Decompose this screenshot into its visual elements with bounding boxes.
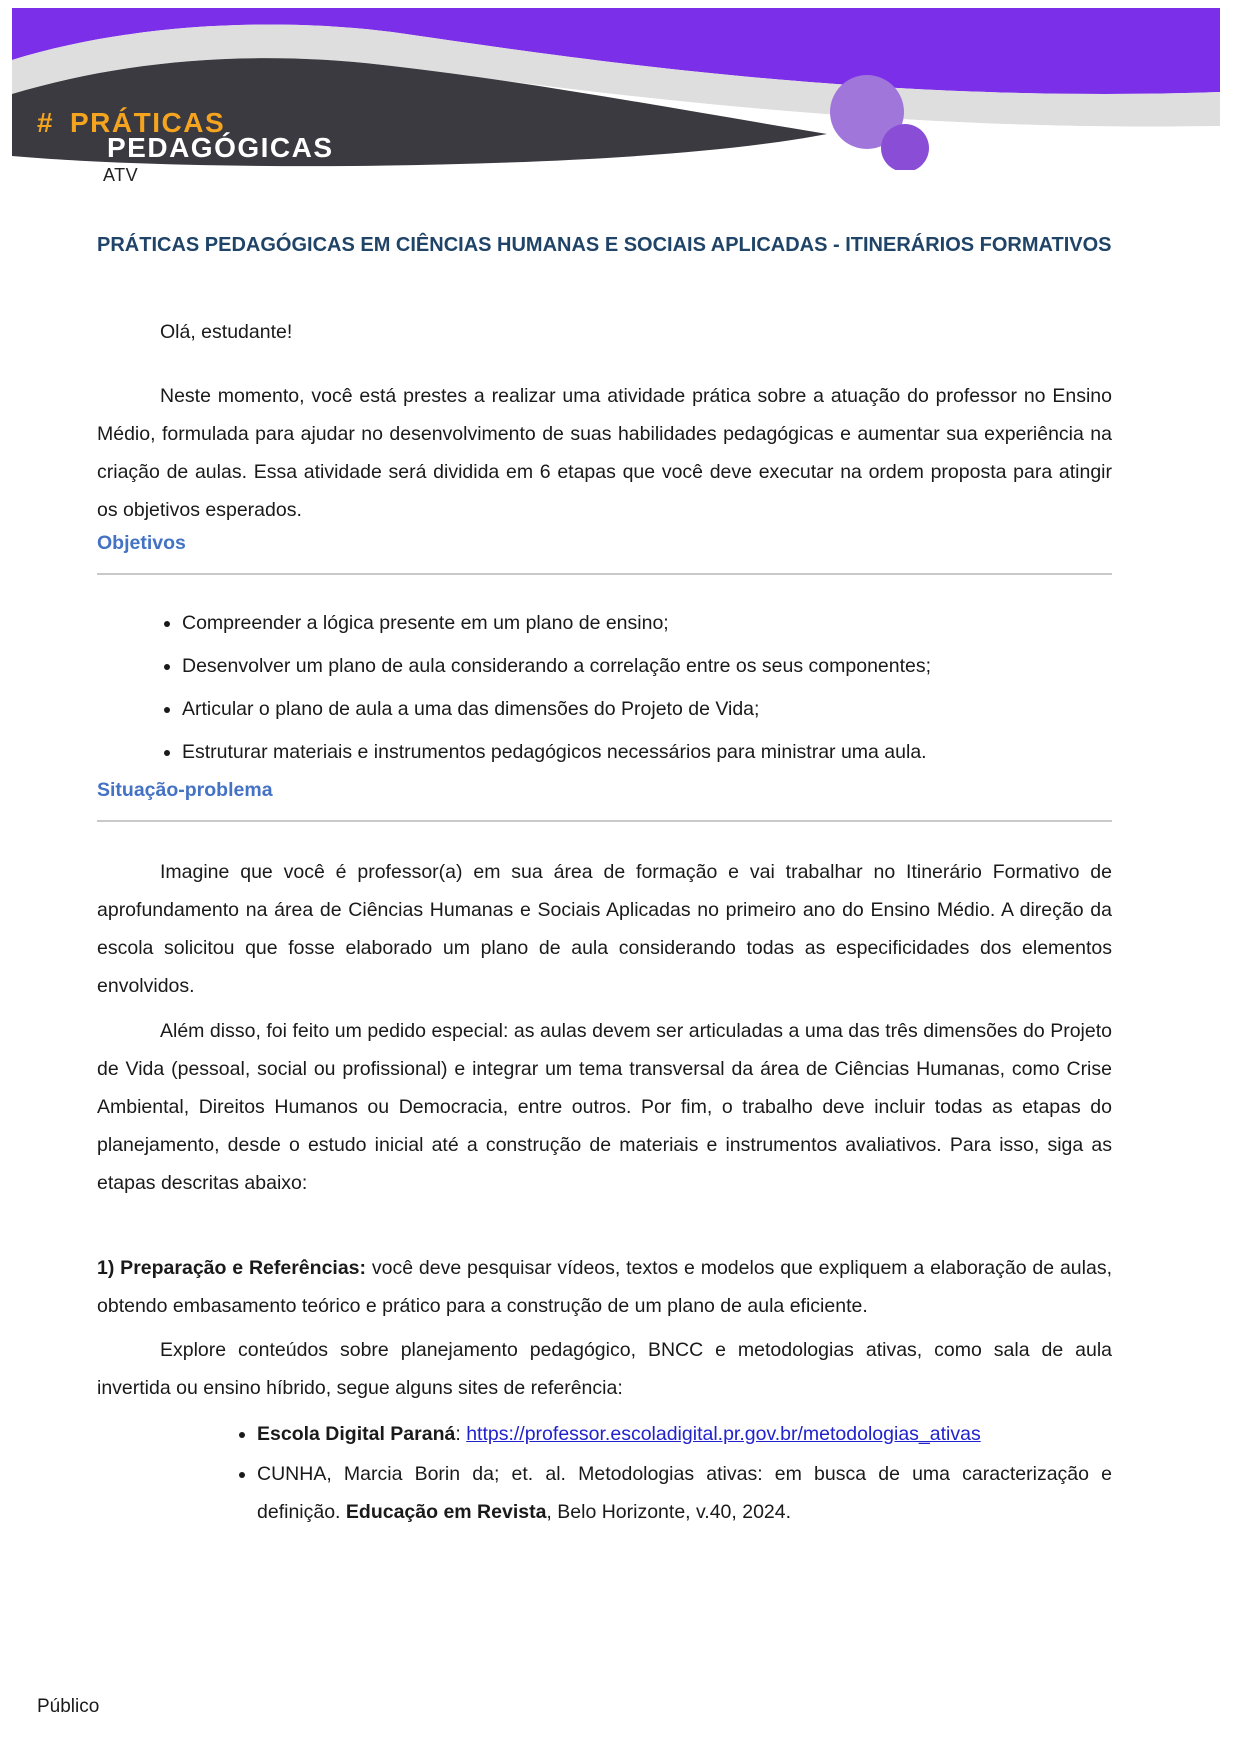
- section-divider: [97, 573, 1112, 575]
- reference-item: [257, 1455, 1112, 1531]
- situation-paragraph-2: Além disso, foi feito um pedido especial: as aulas devem ser articuladas a uma das três dimensões do Projeto de Vida (pessoal, social ou profissional) e integrar um tema transversal da área de Ciências Humanas, como Crise Ambiental, Direitos Humanos ou Democracia, entre outros. Por fim, o trabalho deve incluir todas as etapas do planejamento, desde o estudo inicial até a construção de materiais e instrumentos avaliativos. Para isso, siga as etapas descritas abaixo:: [97, 1020, 1112, 1194]
- logo-line2: PEDAGÓGICAS: [107, 132, 334, 163]
- hash-icon: #: [37, 107, 55, 138]
- section-heading-objetivos: Objetivos: [97, 532, 186, 554]
- objective-item: • Compreender a lógica presente em um plano de ensino;: [182, 604, 1112, 642]
- page-title: PRÁTICAS PEDAGÓGICAS EM CIÊNCIAS HUMANAS E SOCIAIS APLICADAS - ITINERÁRIOS FORMATIVOS: [97, 234, 1112, 256]
- reference-text: , Belo Horizonte, v.40, 2024.: [546, 1501, 792, 1523]
- objective-item: • Estruturar materiais e instrumentos pedagógicos necessários para ministrar uma aula.: [182, 733, 1112, 771]
- header-tag: ATV: [103, 165, 139, 185]
- step1-label: 1) Preparação e Referências:: [97, 1257, 367, 1279]
- situation-paragraph-1: Imagine que você é professor(a) em sua área de formação e vai trabalhar no Itinerário Formativo de aprofundamento na área de Ciências Humanas e Sociais Aplicadas no primeiro ano do Ensino Médio. A direção da escola solicitou que fosse elaborado um plano de aula considerando todas as especificidades dos elementos envolvidos.: [97, 861, 1112, 997]
- section-heading-situacao-problema: Situação-problema: [97, 779, 273, 801]
- classification-label: Público: [37, 1696, 100, 1717]
- step1-paragraph: [97, 1249, 1112, 1325]
- reference-separator: :: [455, 1423, 467, 1445]
- greeting-text: Olá, estudante!: [160, 321, 293, 343]
- step1-text: você deve pesquisar vídeos, textos e modelos que expliquem a elaboração de aulas, obtendo embasamento teórico e prático para a construção de um plano de aula eficiente.: [97, 1257, 1112, 1317]
- step1-paragraph-2: Explore conteúdos sobre planejamento pedagógico, BNCC e metodologias ativas, como sala de aula invertida ou ensino híbrido, segue alguns sites de referência:: [97, 1339, 1112, 1399]
- logo-line1: PRÁTICAS: [70, 107, 226, 138]
- reference-name: Escola Digital Paraná: [257, 1423, 456, 1445]
- header-banner: [12, 8, 1220, 185]
- objective-item: • Desenvolver um plano de aula considerando a correlação entre os seus componentes;: [182, 647, 1112, 685]
- section-divider: [97, 820, 1112, 822]
- references-list: [97, 1415, 1112, 1531]
- reference-journal: Educação em Revista: [345, 1501, 547, 1523]
- document-content: [97, 232, 1112, 1531]
- banner-graphic: [12, 8, 1220, 170]
- objective-item: • Articular o plano de aula a uma das dimensões do Projeto de Vida;: [182, 690, 1112, 728]
- decor-circle-small: [881, 124, 929, 170]
- reference-text: CUNHA, Marcia Borin da; et. al. Metodologias ativas: em busca de uma caracterização e definição.: [257, 1463, 1112, 1523]
- intro-paragraph: Neste momento, você está prestes a realizar uma atividade prática sobre a atuação do professor no Ensino Médio, formulada para ajudar no desenvolvimento de suas habilidades pedagógicas e aumentar sua experiência na criação de aulas. Essa atividade será dividida em 6 etapas que você deve executar na ordem proposta para atingir os objetivos esperados.: [97, 385, 1112, 521]
- objectives-list: [97, 604, 1112, 771]
- reference-link[interactable]: https://professor.escoladigital.pr.gov.br/metodologias_ativas: [466, 1423, 981, 1445]
- reference-item: [257, 1415, 1112, 1453]
